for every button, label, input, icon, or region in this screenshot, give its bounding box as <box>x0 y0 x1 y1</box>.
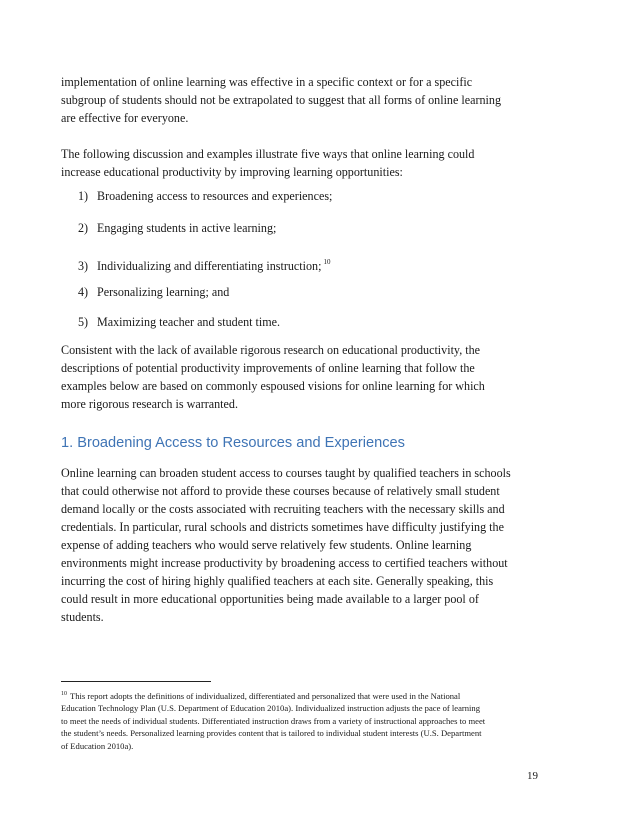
footnote <box>61 688 533 752</box>
text-line: more rigorous research is warranted. <box>61 397 238 411</box>
text-line: could result in more educational opportunities being made available to a larger pool of <box>61 592 479 606</box>
text-line: Online learning can broaden student access to courses taught by qualified teachers in schools <box>61 466 511 480</box>
list-text: Maximizing teacher and student time. <box>97 315 281 329</box>
text-line: examples below are based on commonly espoused visions for online learning for which <box>61 379 485 393</box>
footnote-line: Education Technology Plan (U.S. Department of Education 2010a). Individualized instruction adjusts the pace of learning <box>61 703 481 714</box>
list-item <box>78 283 229 301</box>
text-line: environments might increase productivity by broadening access to certified teachers without <box>61 556 508 570</box>
text-line: increase educational productivity by improving learning opportunities: <box>61 165 403 179</box>
footnote-line <box>61 688 533 702</box>
list-number: 1) <box>78 189 89 203</box>
text-line: implementation of online learning was effective in a specific context or for a specific <box>61 75 473 89</box>
list-text: Engaging students in active learning; <box>97 221 277 235</box>
section-heading: 1. Broadening Access to Resources and Experiences <box>61 435 405 451</box>
footnote-text: This report adopts the definitions of individualized, differentiated and personalized that were used in the National <box>70 691 461 701</box>
footnote-line: of Education 2010a). <box>61 740 134 751</box>
text-line: incurring the cost of hiring highly qualified teachers at each site. Generally speaking, this <box>61 574 494 588</box>
list-item <box>78 219 276 237</box>
list-item <box>78 187 332 205</box>
paragraph-broadening <box>61 464 531 626</box>
text-line: credentials. In particular, rural schools and districts sometimes have difficulty justifying the <box>61 520 504 534</box>
footnote-marker: 10 <box>61 691 67 697</box>
text-line: students. <box>61 610 104 624</box>
footnote-reference[interactable]: 10 <box>323 258 331 266</box>
list-text: Broadening access to resources and experiences; <box>97 189 333 203</box>
paragraph-discussion <box>61 145 531 181</box>
list-number: 3) <box>78 259 89 273</box>
list-item <box>78 253 330 275</box>
text-line: descriptions of potential productivity improvements of online learning that follow the <box>61 361 475 375</box>
paragraph-intro <box>61 73 531 127</box>
list-number: 2) <box>78 221 89 235</box>
text-line: expense of adding teachers who would serve relatively few students. Online learning <box>61 538 472 552</box>
text-line: that could otherwise not afford to provide these courses because of relatively small student <box>61 484 500 498</box>
list-number: 5) <box>78 315 89 329</box>
text-line: Consistent with the lack of available rigorous research on educational productivity, the <box>61 343 481 357</box>
text-line: The following discussion and examples illustrate five ways that online learning could <box>61 147 475 161</box>
footnote-divider <box>61 681 211 682</box>
footnote-line: to meet the needs of individual students. Differentiated instruction draws from a variety of instructional approaches to meet <box>61 715 486 726</box>
list-text: Personalizing learning; and <box>97 285 230 299</box>
text-line: subgroup of students should not be extrapolated to suggest that all forms of online learning <box>61 93 501 107</box>
text-line: are effective for everyone. <box>61 111 189 125</box>
paragraph-consistent <box>61 341 531 413</box>
list-item <box>78 313 280 331</box>
list-number: 4) <box>78 285 89 299</box>
footnote-line: the student’s needs. Personalized learning provides content that is tailored to individual student interests (U.S. Department <box>61 728 482 739</box>
text-line: demand locally or the costs associated with recruiting teachers with the necessary skills and <box>61 502 505 516</box>
list-text: Individualizing and differentiating instruction; <box>97 259 322 273</box>
page-number: 19 <box>527 770 538 782</box>
